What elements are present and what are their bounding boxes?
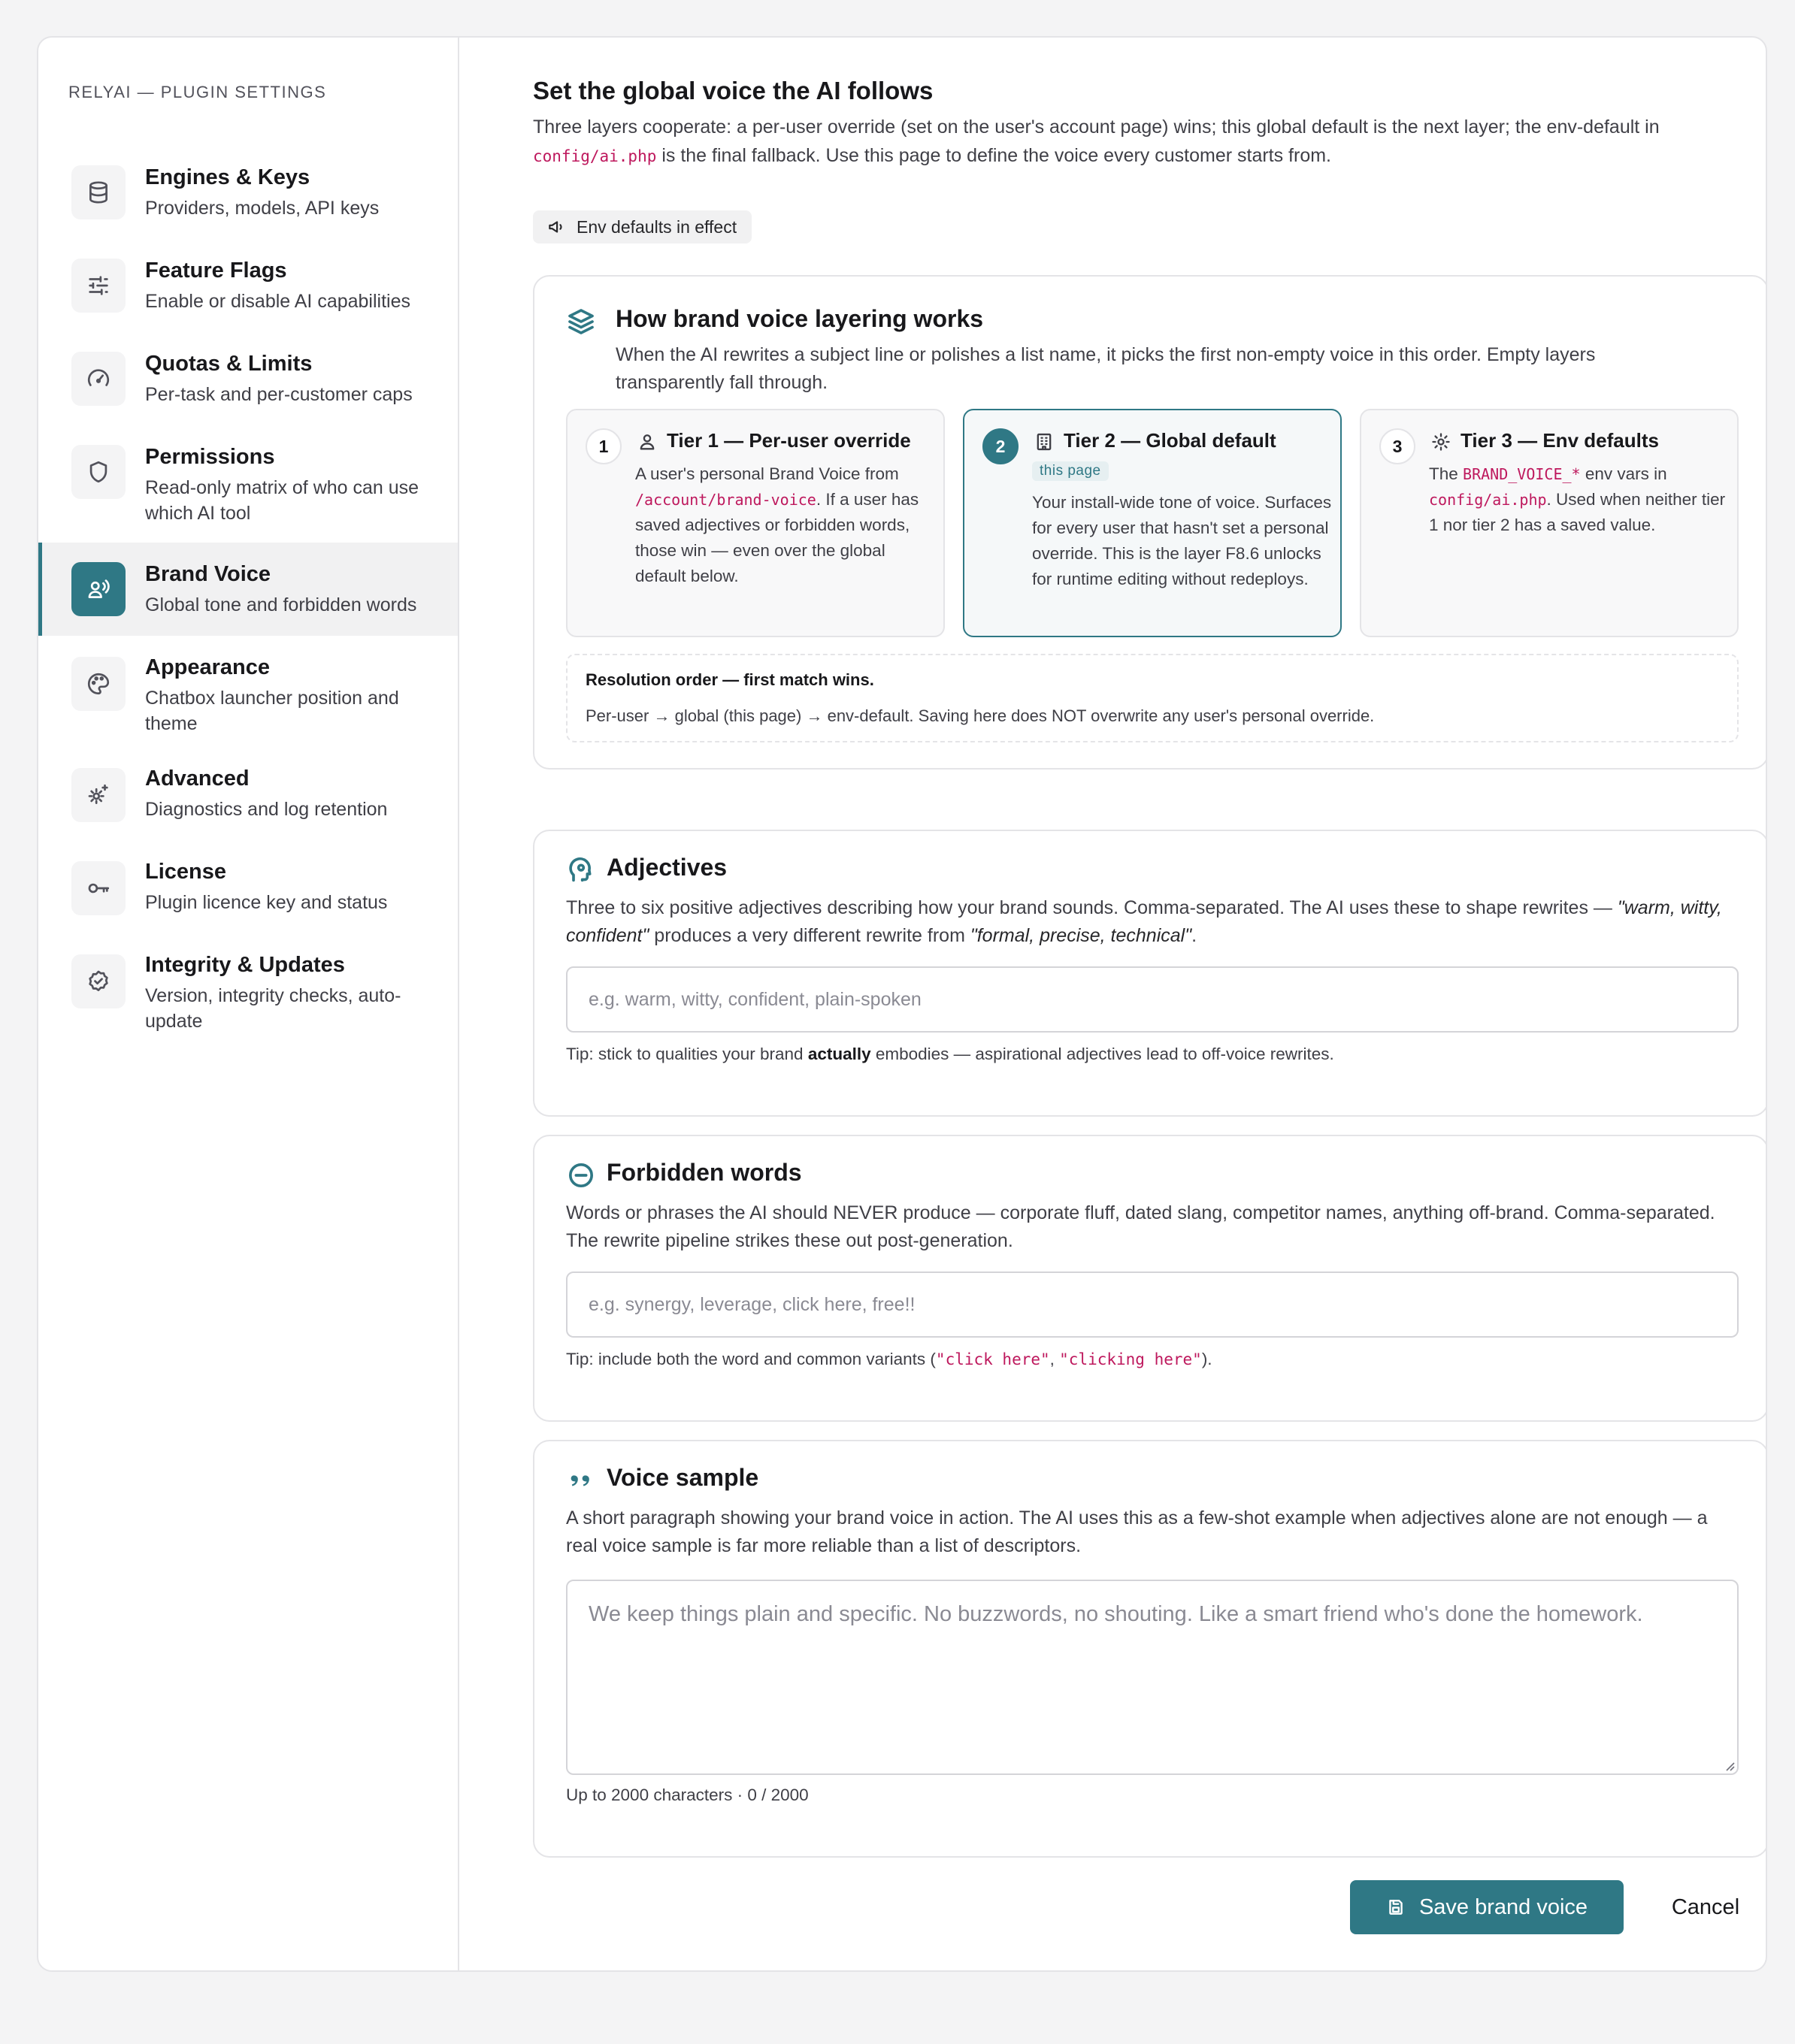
- page-description: Three layers cooperate: a per-user override (set on the user's account page) wins; this global default is the next layer; the env-default in config/ai.php is the final fallback. Use this page to define the voice every customer starts from.: [533, 116, 1660, 166]
- sliders-icon: [71, 259, 126, 313]
- adjectives-input[interactable]: [566, 966, 1739, 1033]
- sidebar-item-label: Engines & Keys: [145, 165, 310, 189]
- database-icon: [71, 165, 126, 219]
- sidebar-item-desc: Per-task and per-customer caps: [145, 384, 413, 405]
- gear-icon: [1430, 431, 1451, 452]
- sidebar-item-desc: Providers, models, API keys: [145, 198, 380, 219]
- env-pill-label: Env defaults in effect: [577, 216, 737, 237]
- sidebar-item-desc: Plugin licence key and status: [145, 892, 388, 913]
- tier-body: Your install-wide tone of voice. Surfaces for every user that hasn't set a personal override. This is the layer F8.6 unlocks for runtime editing without redeploys.: [1032, 493, 1332, 588]
- building-icon: [1034, 431, 1055, 452]
- voice-sample-description: A short paragraph showing your brand voice in action. The AI uses this as a few-shot example when adjectives alone are not enough — a real voice sample is far more reliable than a list of descriptors.: [566, 1507, 1708, 1556]
- save-icon: [1386, 1897, 1406, 1917]
- save-button-label: Save brand voice: [1418, 1894, 1588, 1919]
- sidebar-item-advanced[interactable]: [38, 747, 458, 840]
- sidebar-item-label: Feature Flags: [145, 259, 287, 283]
- sidebar-item-permissions[interactable]: [38, 431, 458, 543]
- tier-1-card: [566, 409, 945, 637]
- cancel-button[interactable]: Cancel: [1671, 1894, 1740, 1919]
- adjectives-description: Three to six positive adjectives describing how your brand sounds. Comma-separated. The AI uses these to shape rewrites — "warm, witty, confident" produces a very different rewrite from "formal, precise, technical".: [566, 897, 1722, 946]
- minus-circle-icon: [566, 1160, 596, 1190]
- voice-sample-card: [533, 1440, 1767, 1858]
- forbidden-words-card: [533, 1135, 1767, 1422]
- sidebar-item-integrity-updates[interactable]: [38, 933, 458, 1045]
- adjectives-title: Adjectives: [607, 854, 728, 881]
- head-gear-icon: [566, 855, 596, 885]
- palette-icon: [71, 657, 126, 711]
- tier-title: Tier 1 — Per-user override: [667, 429, 911, 452]
- sidebar-item-engines-keys[interactable]: [38, 152, 458, 245]
- resolution-title: Resolution order — first match wins.: [586, 670, 874, 689]
- inline-code: config/ai.php: [533, 147, 657, 165]
- sidebar: [38, 38, 459, 1970]
- sidebar-item-label: Permissions: [145, 445, 275, 469]
- settings-window: [37, 36, 1767, 1972]
- layering-title: How brand voice layering works: [616, 305, 984, 332]
- sidebar-item-label: Brand Voice: [145, 562, 271, 586]
- voice-sample-title: Voice sample: [607, 1464, 759, 1491]
- sidebar-item-desc: Chatbox launcher position and theme: [145, 688, 399, 734]
- tier-number: 3: [1379, 428, 1415, 464]
- adjectives-card: [533, 830, 1767, 1117]
- inline-code: BRAND_VOICE_*: [1463, 465, 1581, 483]
- tier-3-card: [1360, 409, 1739, 637]
- sidebar-item-label: Appearance: [145, 655, 271, 679]
- sidebar-item-desc: Version, integrity checks, auto-update: [145, 985, 401, 1032]
- gauge-icon: [71, 352, 126, 406]
- voice-sample-textarea[interactable]: [566, 1580, 1739, 1775]
- sidebar-item-label: Quotas & Limits: [145, 352, 313, 376]
- sidebar-item-quotas-limits[interactable]: [38, 338, 458, 431]
- layering-card: [533, 275, 1767, 770]
- quote-icon: [566, 1465, 596, 1495]
- key-icon: [71, 861, 126, 915]
- inline-code: /account/brand-voice: [635, 491, 816, 509]
- badge-check-icon: [71, 954, 126, 1008]
- tier-number: 1: [586, 428, 622, 464]
- sidebar-item-desc: Enable or disable AI capabilities: [145, 291, 411, 312]
- inline-code: "clicking here": [1059, 1350, 1202, 1368]
- sidebar-item-desc: Global tone and forbidden words: [145, 594, 417, 615]
- gear-sparkle-icon: [71, 768, 126, 822]
- shield-icon: [71, 445, 126, 499]
- megaphone-icon: [546, 217, 566, 237]
- save-brand-voice-button[interactable]: [1350, 1880, 1624, 1934]
- forbidden-words-input[interactable]: [566, 1271, 1739, 1338]
- tier-number: 2: [982, 428, 1019, 464]
- adjectives-tip: Tip: stick to qualities your brand actually embodies — aspirational adjectives lead to off-voice rewrites.: [566, 1045, 1334, 1063]
- resolution-text: Per-user → global (this page) → env-default. Saving here does NOT overwrite any user's personal override.: [586, 706, 1375, 725]
- sidebar-item-feature-flags[interactable]: [38, 245, 458, 338]
- inline-code: config/ai.php: [1429, 491, 1547, 509]
- env-defaults-pill: [533, 210, 752, 243]
- sidebar-item-appearance[interactable]: [38, 636, 458, 747]
- main-content: [496, 38, 1767, 1970]
- inline-code: "click here": [935, 1350, 1050, 1368]
- forbidden-words-title: Forbidden words: [607, 1159, 802, 1186]
- speaking-user-icon: [71, 562, 126, 616]
- tier-body: A user's personal Brand Voice from /account/brand-voice. If a user has saved adjectives or forbidden words, those win — even over the global default below.: [635, 464, 919, 585]
- sidebar-item-label: License: [145, 860, 226, 884]
- layering-description: When the AI rewrites a subject line or polishes a list name, it picks the first non-empty voice in this order. Empty layers transparently fall through.: [616, 344, 1596, 393]
- sidebar-item-desc: Diagnostics and log retention: [145, 799, 388, 820]
- forbidden-words-tip: Tip: include both the word and common variants ("click here", "clicking here").: [566, 1350, 1212, 1368]
- this-page-badge: this page: [1032, 461, 1109, 481]
- resize-handle-icon[interactable]: [1722, 1758, 1736, 1772]
- resolution-order-box: [566, 654, 1739, 742]
- tier-title: Tier 2 — Global default: [1064, 429, 1276, 452]
- forbidden-words-description: Words or phrases the AI should NEVER produce — corporate fluff, dated slang, competitor names, anything off-brand. Comma-separated. The rewrite pipeline strikes these out post-generation.: [566, 1202, 1715, 1251]
- tier-body: The BRAND_VOICE_* env vars in config/ai.php. Used when neither tier 1 nor tier 2 has a saved value.: [1429, 464, 1726, 534]
- sidebar-item-license[interactable]: [38, 840, 458, 933]
- tier-title: Tier 3 — Env defaults: [1461, 429, 1659, 452]
- sidebar-title: RELYAI — PLUGIN SETTINGS: [68, 83, 327, 101]
- layers-icon: [566, 307, 596, 337]
- page-title: Set the global voice the AI follows: [533, 77, 934, 104]
- user-icon: [637, 431, 658, 452]
- character-counter: Up to 2000 characters · 0 / 2000: [566, 1785, 809, 1804]
- tier-2-card: [963, 409, 1342, 637]
- sidebar-item-label: Advanced: [145, 766, 250, 791]
- sidebar-item-desc: Read-only matrix of who can use which AI tool: [145, 477, 419, 524]
- sidebar-item-label: Integrity & Updates: [145, 953, 345, 977]
- sidebar-item-brand-voice[interactable]: [38, 543, 458, 636]
